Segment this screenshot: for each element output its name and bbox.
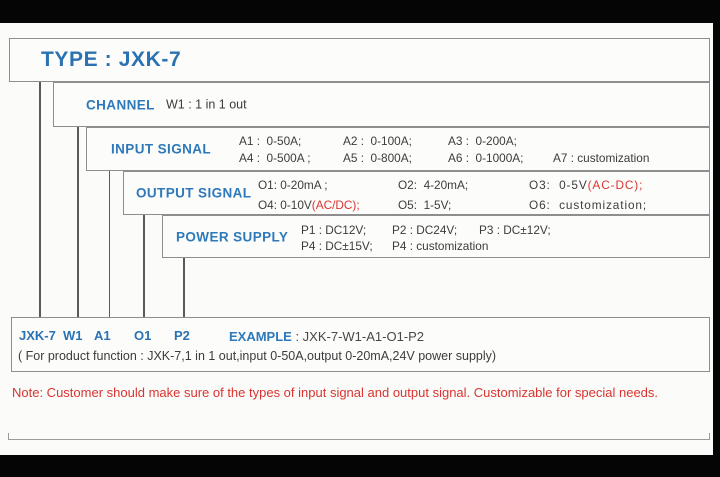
connector-line-output bbox=[143, 215, 145, 317]
channel-value: W1 : 1 in 1 out bbox=[166, 97, 247, 111]
input-option-a3: A3 : 0-200A; bbox=[448, 134, 517, 148]
power-supply-label: POWER SUPPLY bbox=[176, 229, 289, 244]
input-option-a5: A5 : 0-800A; bbox=[343, 151, 412, 165]
example-line bbox=[229, 328, 424, 346]
example-code-channel: W1 bbox=[63, 328, 83, 343]
output-option-o3 bbox=[529, 178, 643, 193]
output-option-o4 bbox=[258, 198, 360, 213]
power-option-p4: P4 : DC±15V; bbox=[301, 239, 373, 253]
example-box bbox=[11, 317, 710, 372]
output-option-o3-red: (AC-DC); bbox=[587, 178, 644, 192]
connector-line-input bbox=[109, 171, 111, 317]
channel-box bbox=[53, 82, 710, 127]
power-option-p4-custom: P4 : customization bbox=[392, 239, 489, 253]
input-signal-label: INPUT SIGNAL bbox=[111, 141, 212, 157]
output-option-o5: O5: 1-5V; bbox=[398, 198, 452, 212]
output-signal-label: OUTPUT SIGNAL bbox=[136, 185, 252, 201]
output-option-o2: O2: 4-20mA; bbox=[398, 178, 469, 192]
output-option-o4-main: O4: 0-10V bbox=[258, 198, 312, 212]
output-option-o1: O1: 0-20mA ; bbox=[258, 178, 328, 192]
power-option-p3: P3 : DC±12V; bbox=[479, 223, 551, 237]
page-title: TYPE : JXK-7 bbox=[41, 48, 182, 71]
input-option-a1: A1 : 0-50A; bbox=[239, 134, 302, 148]
input-option-a2: A2 : 0-100A; bbox=[343, 134, 412, 148]
connector-line-channel bbox=[77, 127, 79, 317]
output-option-o6: O6: customization; bbox=[529, 198, 648, 212]
outer-frame-bottom-border bbox=[8, 433, 710, 440]
power-option-p2: P2 : DC24V; bbox=[392, 223, 458, 237]
channel-label: CHANNEL bbox=[86, 97, 155, 112]
connector-line-power bbox=[183, 258, 185, 317]
example-code-output: O1 bbox=[134, 328, 152, 343]
connector-line-type bbox=[39, 82, 41, 317]
example-label: EXAMPLE bbox=[229, 329, 292, 344]
output-option-o3-main: O3: 0-5V bbox=[529, 178, 588, 192]
input-option-a4: A4 : 0-500A ; bbox=[239, 151, 311, 165]
example-description: ( For product function : JXK-7,1 in 1 out,input 0-50A,output 0-20mA,24V power supply) bbox=[18, 349, 497, 363]
type-title-box bbox=[9, 38, 710, 82]
example-value: : JXK-7-W1-A1-O1-P2 bbox=[291, 329, 425, 344]
power-supply-box bbox=[162, 215, 710, 258]
input-signal-box bbox=[86, 127, 710, 171]
example-code-type: JXK-7 bbox=[19, 328, 56, 343]
input-option-a6: A6 : 0-1000A; bbox=[448, 151, 524, 165]
output-option-o4-red: (AC/DC); bbox=[311, 198, 360, 212]
example-code-input: A1 bbox=[94, 328, 111, 343]
example-code-power: P2 bbox=[174, 328, 190, 343]
note-text: Note: Customer should make sure of the types of input signal and output signal. Customizable for special needs. bbox=[12, 385, 659, 400]
output-signal-box bbox=[123, 171, 710, 215]
input-option-a7: A7 : customization bbox=[553, 151, 650, 165]
power-option-p1: P1 : DC12V; bbox=[301, 223, 367, 237]
